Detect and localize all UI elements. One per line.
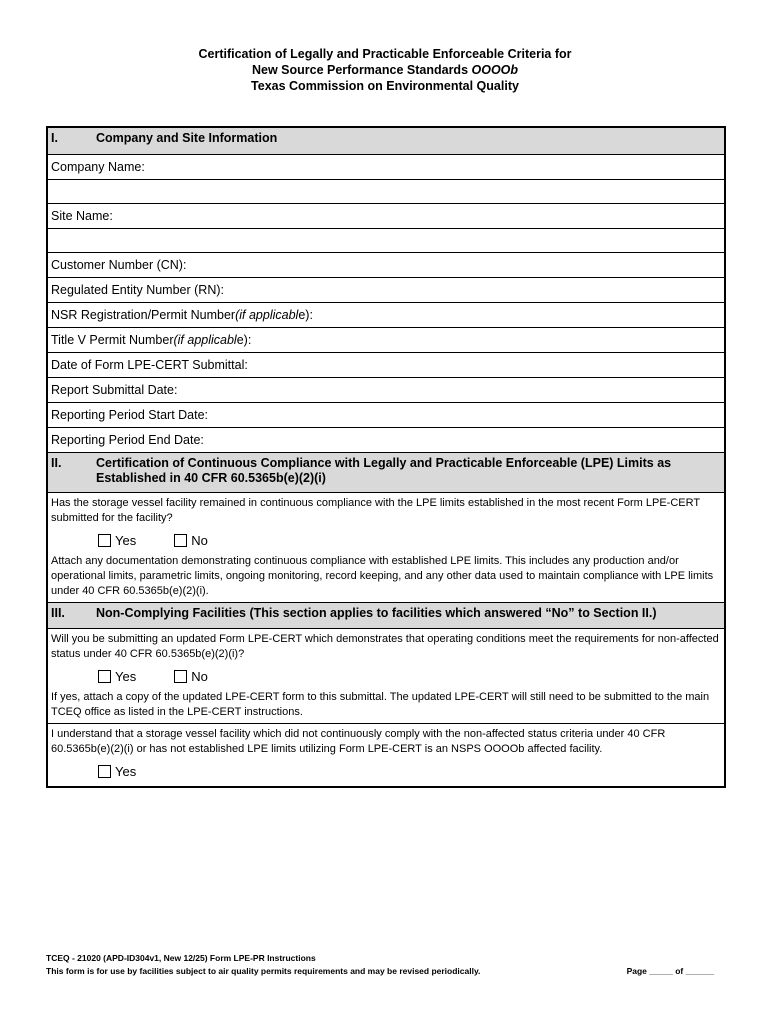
section-1-number: I. bbox=[51, 131, 58, 145]
period-end-date-field[interactable]: Reporting Period End Date: bbox=[48, 428, 724, 453]
checkbox-icon[interactable] bbox=[98, 670, 111, 683]
section-2-yes-option[interactable]: Yes bbox=[98, 533, 136, 548]
section-1-title: Company and Site Information bbox=[96, 131, 278, 145]
footer-disclaimer: This form is for use by facilities subject to air quality permits requirements and may be revised periodically. bbox=[46, 966, 481, 976]
regulated-entity-field[interactable]: Regulated Entity Number (RN): bbox=[48, 278, 724, 303]
section-3-acknowledgement bbox=[48, 724, 724, 786]
section-2-number: II. bbox=[51, 456, 62, 470]
section-3-options bbox=[48, 665, 724, 687]
acknowledgement-options bbox=[48, 760, 724, 782]
section-2-title: Certification of Continuous Compliance with Legally and Practicable Enforceable (LPE) Limits as Established in 40 CFR 60.5365b(e)(2)(i) bbox=[96, 456, 672, 485]
section-2-note: Attach any documentation demonstrating continuous compliance with established LPE limits. This includes any production and/or operational limits, parametric limits, ongoing monitoring, record keeping, and any other data used to maintain compliance with LPE limits under 40 CFR 60.5365b(e)(2)(i). bbox=[51, 555, 714, 597]
section-3-no-option[interactable]: No bbox=[174, 669, 208, 684]
checkbox-icon[interactable] bbox=[98, 765, 111, 778]
acknowledgement-statement: I understand that a storage vessel facility which did not continuously comply with the non-affected status criteria under 40 CFR 60.5365b(e)(2)(i) or has not established LPE limits utilizing Form LPE-CERT is an NSPS OOOOb affected facility. bbox=[51, 728, 666, 755]
section-2-body bbox=[48, 493, 724, 603]
section-2-options bbox=[48, 529, 724, 551]
title-v-permit-field[interactable]: Title V Permit Number (if applicabl e): bbox=[48, 328, 724, 353]
footer-page-number: Page _____ of ______ bbox=[626, 966, 714, 976]
acknowledgement-yes-option[interactable]: Yes bbox=[98, 764, 136, 779]
section-3-body bbox=[48, 629, 724, 724]
certification-form bbox=[46, 126, 726, 788]
section-3-note: If yes, attach a copy of the updated LPE-CERT form to this submittal. The updated LPE-CERT will still need to be submitted to the main TCEQ office as listed in the LPE-CERT instructions. bbox=[51, 691, 710, 718]
site-name-input[interactable] bbox=[48, 229, 724, 253]
lpe-cert-date-field[interactable]: Date of Form LPE-CERT Submittal: bbox=[48, 353, 724, 378]
section-3-number: III. bbox=[51, 606, 65, 620]
company-name-input[interactable] bbox=[48, 180, 724, 204]
document-header bbox=[0, 46, 770, 94]
page-footer bbox=[46, 952, 726, 978]
footer-form-id: TCEQ - 21020 (APD-ID304v1, New 12/25) Form LPE-PR Instructions bbox=[46, 953, 316, 963]
section-2-header bbox=[48, 453, 724, 493]
section-3-header bbox=[48, 603, 724, 629]
section-2-question: Has the storage vessel facility remained in continuous compliance with the LPE limits established in the most recent Form LPE-CERT submitted for the facility? bbox=[51, 497, 700, 524]
section-3-question: Will you be submitting an updated Form LPE-CERT which demonstrates that operating conditions meet the requirements for non-affected status under 40 CFR 60.5365b(e)(2)(i)? bbox=[51, 633, 719, 660]
site-name-field[interactable]: Site Name: bbox=[48, 204, 724, 229]
title-line-2: New Source Performance Standards OOOOb bbox=[251, 63, 519, 77]
checkbox-icon[interactable] bbox=[174, 670, 187, 683]
section-2-no-option[interactable]: No bbox=[174, 533, 208, 548]
section-1-header bbox=[48, 128, 724, 155]
checkbox-icon[interactable] bbox=[174, 534, 187, 547]
footer-line-2 bbox=[46, 965, 726, 978]
section-3-yes-option[interactable]: Yes bbox=[98, 669, 136, 684]
title-line-1: Certification of Legally and Practicable Enforceable Criteria for bbox=[198, 47, 572, 61]
nsr-permit-field[interactable]: NSR Registration/Permit Number (if applicabl e): bbox=[48, 303, 724, 328]
section-3-title: Non-Complying Facilities (This section applies to facilities which answered “No” to Section II.) bbox=[96, 606, 657, 620]
title-line-3: Texas Commission on Environmental Quality bbox=[251, 79, 519, 93]
report-submittal-date-field[interactable]: Report Submittal Date: bbox=[48, 378, 724, 403]
checkbox-icon[interactable] bbox=[98, 534, 111, 547]
company-name-field[interactable]: Company Name: bbox=[48, 155, 724, 180]
period-start-date-field[interactable]: Reporting Period Start Date: bbox=[48, 403, 724, 428]
customer-number-field[interactable]: Customer Number (CN): bbox=[48, 253, 724, 278]
